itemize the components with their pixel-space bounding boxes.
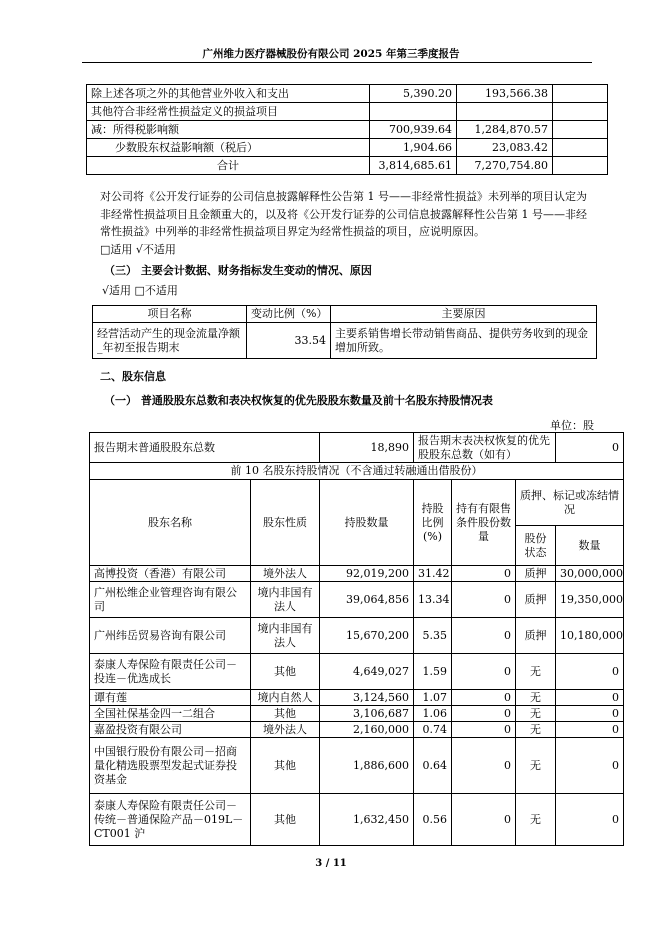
holder-ratio: 0.56 — [414, 794, 452, 846]
table-cell — [370, 103, 457, 121]
column-header: 变动比例（%） — [247, 306, 331, 323]
holder-nature: 境内非国有法人 — [251, 582, 320, 618]
table-row — [90, 690, 624, 706]
holder-shares: 15,670,200 — [320, 618, 414, 654]
holder-name: 高博投资（香港）有限公司 — [90, 566, 251, 582]
table-cell: 5,390.20 — [370, 85, 457, 103]
column-header: 持股数量 — [320, 480, 414, 566]
holder-shares: 3,124,560 — [320, 690, 414, 706]
total-holders-label: 报告期末普通股股东总数 — [90, 433, 320, 463]
holder-shares: 3,106,687 — [320, 706, 414, 722]
holder-qty: 0 — [556, 706, 624, 722]
holder-qty: 0 — [556, 722, 624, 738]
holder-ratio: 1.06 — [414, 706, 452, 722]
table-cell — [457, 103, 553, 121]
table-cell: 1,284,870.57 — [457, 121, 553, 139]
holder-ratio: 0.74 — [414, 722, 452, 738]
holder-name: 嘉盈投资有限公司 — [90, 722, 251, 738]
holder-ratio: 0.64 — [414, 738, 452, 794]
holder-shares: 1,886,600 — [320, 738, 414, 794]
table-row — [90, 618, 624, 654]
holder-status: 无 — [516, 654, 556, 690]
holder-nature: 其他 — [251, 654, 320, 690]
holder-restricted: 0 — [452, 738, 516, 794]
holder-shares: 1,632,450 — [320, 794, 414, 846]
table-row — [90, 582, 624, 618]
holder-status: 无 — [516, 722, 556, 738]
section-heading: （三） 主要会计数据、财务指标发生变动的情况、原因 — [104, 264, 372, 277]
column-header: 质押、标记或冻结情况 — [516, 480, 624, 526]
table-cell — [553, 139, 608, 157]
column-header: 股东性质 — [251, 480, 320, 566]
holder-qty: 19,350,000 — [556, 582, 624, 618]
page-header: 广州维力医疗器械股份有限公司 2025 年第三季度报告 — [202, 48, 460, 60]
table-row — [90, 738, 624, 794]
shareholders-table — [89, 432, 624, 846]
table-cell: 23,083.42 — [457, 139, 553, 157]
holder-status: 质押 — [516, 618, 556, 654]
holder-nature: 境内自然人 — [251, 690, 320, 706]
table-row — [90, 706, 624, 722]
table-cell: 700,939.64 — [370, 121, 457, 139]
table-cell: 合计 — [87, 157, 370, 175]
column-header: 股份状态 — [516, 526, 556, 566]
table-cell: 1,904.66 — [370, 139, 457, 157]
column-header: 主要原因 — [331, 306, 597, 323]
holder-restricted: 0 — [452, 706, 516, 722]
holder-status: 无 — [516, 690, 556, 706]
holder-ratio: 1.07 — [414, 690, 452, 706]
table-cell: 193,566.38 — [457, 85, 553, 103]
holder-status: 质押 — [516, 582, 556, 618]
preferred-holders-label: 报告期末表决权恢复的优先股股东总数（如有） — [414, 433, 556, 463]
table-row — [90, 722, 624, 738]
holder-qty: 0 — [556, 654, 624, 690]
holder-shares: 39,064,856 — [320, 582, 414, 618]
holder-name: 全国社保基金四一二组合 — [90, 706, 251, 722]
table-cell: 主要系销售增长带动销售商品、提供劳务收到的现金增加所致。 — [331, 323, 597, 359]
table-row — [90, 566, 624, 582]
table-cell — [553, 103, 608, 121]
non-recurring-table — [86, 84, 608, 175]
section-heading: 二、股东信息 — [100, 370, 166, 383]
applicability-options: √适用 □不适用 — [102, 284, 178, 297]
column-header: 项目名称 — [93, 306, 247, 323]
holder-nature: 境外法人 — [251, 722, 320, 738]
holder-restricted: 0 — [452, 690, 516, 706]
unit-label: 单位：股 — [550, 419, 594, 432]
table-cell: 3,814,685.61 — [370, 157, 457, 175]
holder-status: 质押 — [516, 566, 556, 582]
holder-qty: 0 — [556, 738, 624, 794]
holder-status: 无 — [516, 738, 556, 794]
holder-ratio: 31.42 — [414, 566, 452, 582]
page-number: 3 / 11 — [315, 858, 347, 869]
preferred-holders-value: 0 — [556, 433, 624, 463]
holder-nature: 境外法人 — [251, 566, 320, 582]
explanation-paragraph — [100, 188, 594, 258]
table-cell: 除上述各项之外的其他营业外收入和支出 — [87, 85, 370, 103]
subsection-heading: （一） 普通股股东总数和表决权恢复的优先股股东数量及前十名股东持股情况表 — [104, 394, 493, 407]
holder-qty: 10,180,000 — [556, 618, 624, 654]
top10-title: 前 10 名股东持股情况（不含通过转融通出借股份） — [90, 463, 624, 480]
holder-name: 广州纬岳贸易咨询有限公司 — [90, 618, 251, 654]
change-table — [92, 305, 597, 359]
holder-name: 谭有莲 — [90, 690, 251, 706]
holder-name: 泰康人寿保险有限责任公司－传统－普通保险产品－019L－CT001 沪 — [90, 794, 251, 846]
holder-shares: 2,160,000 — [320, 722, 414, 738]
table-cell: 7,270,754.80 — [457, 157, 553, 175]
holder-status: 无 — [516, 706, 556, 722]
holder-ratio: 5.35 — [414, 618, 452, 654]
table-cell — [553, 121, 608, 139]
table-cell: 减：所得税影响额 — [87, 121, 370, 139]
holder-restricted: 0 — [452, 582, 516, 618]
holder-restricted: 0 — [452, 654, 516, 690]
holder-status: 无 — [516, 794, 556, 846]
holder-ratio: 13.34 — [414, 582, 452, 618]
holder-nature: 其他 — [251, 738, 320, 794]
table-cell: 33.54 — [247, 323, 331, 359]
holder-qty: 0 — [556, 794, 624, 846]
applicability-options: □适用 √不适用 — [100, 242, 176, 256]
holder-shares: 92,019,200 — [320, 566, 414, 582]
holder-name: 泰康人寿保险有限责任公司－投连－优选成长 — [90, 654, 251, 690]
holder-shares: 4,649,027 — [320, 654, 414, 690]
holder-qty: 0 — [556, 690, 624, 706]
holder-restricted: 0 — [452, 794, 516, 846]
table-cell: 经营活动产生的现金流量净额_年初至报告期末 — [93, 323, 247, 359]
holder-ratio: 1.59 — [414, 654, 452, 690]
holder-nature: 其他 — [251, 706, 320, 722]
column-header: 数量 — [556, 526, 624, 566]
column-header: 持股比例(%) — [414, 480, 452, 566]
holder-nature: 其他 — [251, 794, 320, 846]
header-divider — [82, 62, 592, 63]
holder-restricted: 0 — [452, 566, 516, 582]
table-cell — [553, 157, 608, 175]
holder-qty: 30,000,000 — [556, 566, 624, 582]
table-row — [90, 794, 624, 846]
table-row — [90, 654, 624, 690]
table-cell: 少数股东权益影响额（税后） — [87, 139, 370, 157]
holder-name: 中国银行股份有限公司－招商量化精选股票型发起式证券投资基金 — [90, 738, 251, 794]
paragraph-text: 对公司将《公开发行证券的公司信息披露解释性公告第 1 号——非经常性损益》未列举的项目认定为非经常性损益项目且金额重大的，以及将《公开发行证券的公司信息披露解释性公告第 1 号——非经常性损益》中列举的非经常性损益项目界定为经常性损益的项目，应说明原因。 — [100, 190, 587, 238]
table-cell: 其他符合非经常性损益定义的损益项目 — [87, 103, 370, 121]
holder-name: 广州松维企业管理咨询有限公司 — [90, 582, 251, 618]
table-cell — [553, 85, 608, 103]
column-header: 持有有限售条件股份数量 — [452, 480, 516, 566]
holder-restricted: 0 — [452, 618, 516, 654]
total-holders-value: 18,890 — [320, 433, 414, 463]
holder-nature: 境内非国有法人 — [251, 618, 320, 654]
holder-restricted: 0 — [452, 722, 516, 738]
column-header: 股东名称 — [90, 480, 251, 566]
